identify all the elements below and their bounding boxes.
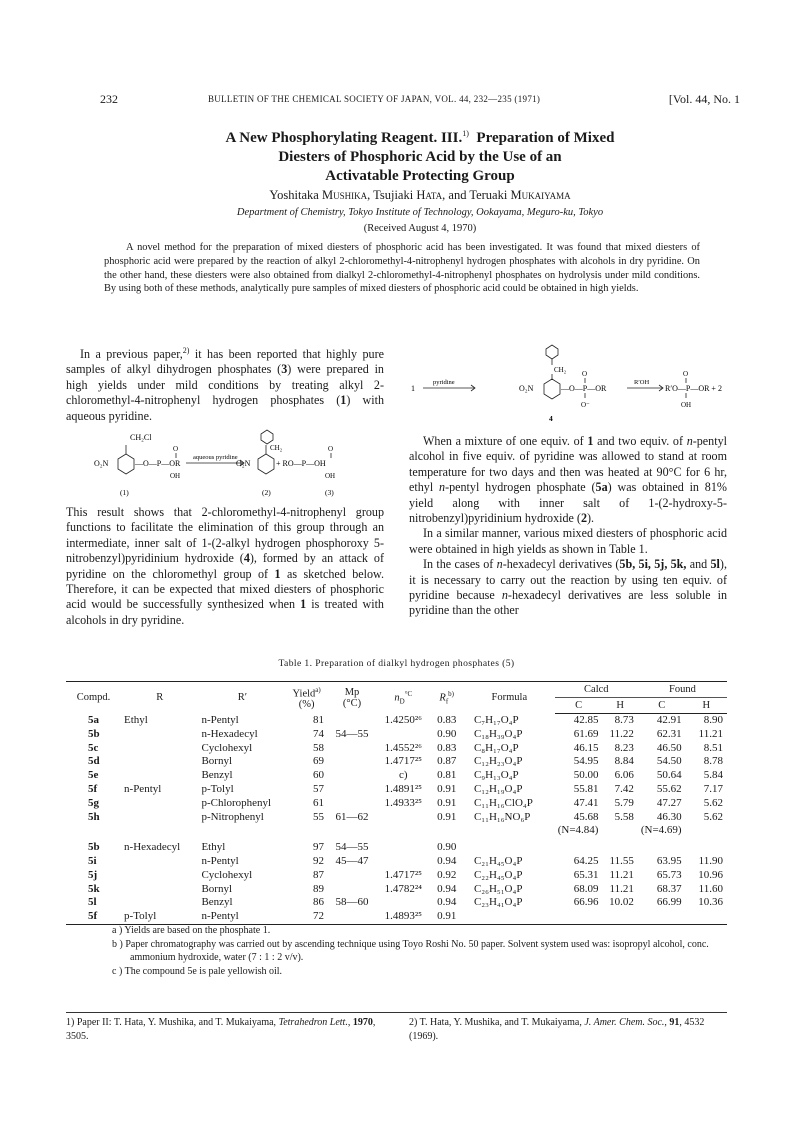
cell-rp: Cyclohexyl bbox=[201, 868, 253, 881]
page-number: 232 bbox=[100, 92, 118, 106]
cell-calc-h: 5.58 bbox=[614, 810, 634, 823]
svg-text:CH₂: CH₂ bbox=[270, 444, 283, 452]
table-row bbox=[66, 910, 727, 924]
cell-found-c: 68.37 bbox=[656, 882, 682, 895]
cell-compd: 5a bbox=[88, 713, 99, 726]
cell-r bbox=[121, 869, 198, 883]
cell-yield: 81 bbox=[312, 713, 324, 726]
cell-nd bbox=[377, 838, 429, 855]
table-caption: Table 1. Preparation of dialkyl hydrogen phosphates (5) bbox=[278, 658, 515, 669]
cell-r bbox=[121, 811, 198, 825]
svg-text:4: 4 bbox=[549, 414, 553, 423]
cell-calc-h bbox=[602, 910, 637, 924]
cell-found-c: (N=4.69) bbox=[640, 824, 682, 837]
cell-compd: 5l bbox=[88, 896, 97, 909]
cell-mp: 58—60 bbox=[335, 896, 369, 909]
benzene-ring-2 bbox=[258, 454, 274, 474]
cell-found-c: 66.99 bbox=[656, 896, 682, 909]
reaction-scheme-1 bbox=[66, 425, 386, 501]
cell-mp bbox=[327, 910, 377, 924]
cell-found-h: 10.96 bbox=[698, 868, 723, 881]
table-note-a: a ) Yields are based on the phosphate 1. bbox=[112, 925, 271, 936]
cell-rf: 0.94 bbox=[437, 854, 457, 867]
title-line-3: Activatable Protecting Group bbox=[325, 168, 515, 184]
cell-compd: 5b bbox=[88, 841, 100, 854]
svg-text:1: 1 bbox=[411, 384, 415, 393]
cell-nd: 1.4891²⁵ bbox=[384, 782, 422, 795]
cell-formula bbox=[464, 838, 555, 855]
cell-rf: 0.83 bbox=[437, 713, 457, 726]
svg-text:O₂N: O₂N bbox=[519, 384, 534, 393]
cell-calc-c: 42.85 bbox=[573, 714, 599, 726]
cell-rp: Bornyl bbox=[201, 755, 232, 768]
right-column-text: When a mixture of one equiv. of 1 and two equiv. of n-pentyl alcohol in five equiv. of pyridine was allowed to stand at room temperature for two days and then was heated at 90°C for 6 hr, ethyl n-pentyl hydrogen phosphate (5a) was obtained in 81% yield along with inner salt of 1-(2-hydroxy-5-nitrobenzyl)pyridinium hydroxide (2). In a similar manner, various mixed diesters of phosphoric acid were obtained in high yields as shown in Table 1. In the cases of n-hexadecyl derivatives (5b, 5i, 5j, 5k, and 5l), it is necessary to carry out the reaction by using ten equiv. of pyridine because n-hexadecyl derivatives are less soluble in pyridine than the other bbox=[409, 434, 728, 618]
cell-compd: 5f bbox=[88, 782, 98, 795]
cell-found-c bbox=[638, 910, 686, 924]
cell-compd: 5b bbox=[88, 727, 100, 740]
cell-found-c: 46.30 bbox=[656, 810, 682, 823]
cell-yield: 72 bbox=[286, 910, 327, 924]
cell-compd: 5f bbox=[66, 910, 121, 924]
cell-rf: 0.90 bbox=[437, 727, 457, 740]
table-notes bbox=[112, 924, 712, 978]
cell-found-h: 11.90 bbox=[698, 854, 723, 867]
table-row bbox=[66, 855, 727, 869]
cell-yield: 69 bbox=[312, 755, 324, 768]
cell-calc-h bbox=[602, 824, 637, 838]
cell-mp bbox=[327, 883, 377, 897]
cell-rp: Ethyl bbox=[201, 841, 226, 854]
cell-found-h: 8.90 bbox=[703, 714, 723, 726]
cell-calc-c: 61.69 bbox=[573, 727, 599, 740]
cell-calc-h: 11.21 bbox=[609, 882, 634, 895]
svg-text:pyridine: pyridine bbox=[433, 379, 455, 386]
cell-yield: 92 bbox=[312, 854, 324, 867]
svg-text:aqueous pyridine: aqueous pyridine bbox=[193, 454, 238, 461]
cell-formula: C₈H₁₇O₄P bbox=[473, 741, 519, 754]
cell-r bbox=[121, 742, 198, 756]
cell-rp: n-Pentyl bbox=[201, 713, 239, 726]
cell-yield: 60 bbox=[312, 769, 324, 782]
cell-calc-h: 8.73 bbox=[614, 714, 634, 726]
col-header-calcd: Calcd bbox=[555, 682, 638, 698]
cell-nd: 1.4717²⁵ bbox=[384, 868, 422, 881]
title-line-1: A New Phosphorylating Reagent. III. bbox=[225, 130, 463, 146]
cell-formula: C₁₈H₃₉O₄P bbox=[473, 727, 523, 740]
cell-mp: 45—47 bbox=[335, 854, 369, 867]
footnote-divider bbox=[66, 1012, 727, 1013]
cell-mp bbox=[327, 869, 377, 883]
cell-rp: n-Pentyl bbox=[198, 910, 286, 924]
cell-compd: 5i bbox=[88, 854, 97, 867]
cell-yield: 87 bbox=[312, 868, 324, 881]
svg-text:OH: OH bbox=[681, 401, 692, 409]
cell-r bbox=[121, 755, 198, 769]
cell-rf: 0.94 bbox=[437, 896, 457, 909]
cell-mp: 54—55 bbox=[335, 727, 369, 740]
cell-formula: C₁₂H₁₉O₄P bbox=[473, 782, 523, 795]
cell-found-h: 5.62 bbox=[703, 796, 723, 809]
title-footnote-ref: 1) bbox=[462, 129, 469, 138]
cell-found-h bbox=[686, 824, 727, 838]
cell-yield: 58 bbox=[312, 741, 324, 754]
cell-rp: n-Pentyl bbox=[201, 854, 239, 867]
svg-text:(1): (1) bbox=[120, 488, 129, 497]
cell-formula: C₂₁H₄₅O₄P bbox=[473, 854, 523, 867]
cell-compd bbox=[66, 824, 121, 838]
cell-mp bbox=[327, 742, 377, 756]
cell-found-h: 10.36 bbox=[698, 896, 723, 909]
title-line-1-rest: Preparation of Mixed bbox=[476, 130, 615, 146]
cell-calc-c: 64.25 bbox=[573, 854, 599, 867]
cell-calc-h: 7.42 bbox=[614, 782, 634, 795]
col-header-nd: $n_D^{^\circ C}$ bbox=[377, 682, 429, 714]
cell-yield: 74 bbox=[312, 727, 324, 740]
cell-mp: 54—55 bbox=[335, 841, 369, 854]
table-row bbox=[66, 714, 727, 728]
cell-found-c bbox=[638, 838, 686, 855]
volume-info: [Vol. 44, No. 1 bbox=[668, 92, 740, 106]
table-row bbox=[66, 824, 727, 838]
svg-text:O: O bbox=[683, 370, 689, 378]
table-row bbox=[66, 755, 727, 769]
cell-formula bbox=[464, 910, 555, 924]
svg-text:CH₂Cl: CH₂Cl bbox=[130, 433, 152, 442]
cell-r bbox=[121, 824, 198, 838]
author-list: Yoshitaka Mushika, Tsujiaki Hata, and Teruaki Mukaiyama bbox=[269, 188, 571, 202]
article-title bbox=[120, 124, 720, 186]
cell-formula: C₉H₁₃O₄P bbox=[473, 769, 519, 782]
svg-text:(3): (3) bbox=[325, 488, 334, 497]
cell-rp: p-Nitrophenyl bbox=[201, 810, 264, 823]
cell-rf: 0.91 bbox=[437, 796, 457, 809]
cell-nd bbox=[377, 824, 429, 838]
cell-rf: 0.91 bbox=[430, 910, 464, 924]
cell-calc-c: 65.31 bbox=[573, 868, 599, 881]
col-header-rprime: R′ bbox=[198, 682, 286, 714]
journal-name: BULLETIN OF THE CHEMICAL SOCIETY OF JAPAN, VOL. 44, 232—235 (1971) bbox=[208, 94, 541, 104]
cell-calc-c: 45.68 bbox=[573, 810, 599, 823]
cell-rp: n-Hexadecyl bbox=[201, 727, 258, 740]
cell-formula: C₂₆H₅₁O₄P bbox=[473, 882, 523, 895]
cell-found-c: 50.64 bbox=[656, 769, 682, 782]
cell-found-h: 5.84 bbox=[703, 769, 723, 782]
cell-nd bbox=[377, 855, 429, 869]
cell-found-h: 8.78 bbox=[703, 755, 723, 768]
cell-yield: 61 bbox=[312, 796, 324, 809]
benzene-ring bbox=[544, 379, 560, 399]
cell-nd: 1.4250²⁶ bbox=[384, 713, 422, 726]
cell-compd: 5d bbox=[88, 755, 100, 768]
cell-mp bbox=[327, 783, 377, 797]
cell-nd: 1.4893²⁵ bbox=[377, 910, 429, 924]
cell-r: n-Pentyl bbox=[124, 782, 162, 795]
cell-r bbox=[121, 855, 198, 869]
svg-text:(2): (2) bbox=[262, 488, 271, 497]
table-note-c: c ) The compound 5e is pale yellowish oil. bbox=[112, 965, 283, 977]
cell-calc-c bbox=[555, 910, 603, 924]
svg-text:R′OH: R′OH bbox=[634, 379, 650, 386]
abstract: A novel method for the preparation of mixed diesters of phosphoric acid has been investigated. It was found that mixed diesters of phosphoric acid were prepared by the reaction of alkyl 2-chloromethyl-4-nitrophenyl hydrogen phosphates with alcohols in dry pyridine. On the other hand, these diesters were also obtained from dialkyl 2-chloromethyl-4-nitrophenyl phosphates on hydrolysis under mild conditions. By using both of these methods, analytically pure samples of mixed diesters of phosphoric acid could be obtained in high yields. bbox=[104, 242, 700, 295]
cell-found-c: 42.91 bbox=[656, 714, 682, 726]
cell-calc-c bbox=[555, 838, 603, 855]
cell-formula: C₁₁H₁₆NO₆P bbox=[473, 810, 531, 823]
table-row bbox=[66, 728, 727, 742]
cell-calc-h: 11.22 bbox=[609, 727, 634, 740]
cell-yield: 86 bbox=[312, 896, 324, 909]
footnote-1: 1) Paper II: T. Hata, Y. Mushika, and T. Mukaiyama, Tetrahedron Lett., 1970, 3505. bbox=[66, 1017, 376, 1042]
table-row bbox=[66, 742, 727, 756]
cell-yield: 97 bbox=[312, 841, 324, 854]
cell-calc-h: 11.21 bbox=[609, 868, 634, 881]
cell-yield: 55 bbox=[312, 810, 324, 823]
col-header-found: Found bbox=[638, 682, 727, 698]
cell-rf: 0.91 bbox=[437, 782, 457, 795]
cell-calc-c: 54.95 bbox=[573, 755, 599, 768]
table-row bbox=[66, 883, 727, 897]
cell-rp: Bornyl bbox=[201, 882, 232, 895]
cell-compd: 5e bbox=[88, 769, 99, 782]
col-header-formula: Formula bbox=[464, 682, 555, 714]
cell-nd bbox=[377, 896, 429, 910]
svg-text:O: O bbox=[582, 370, 588, 378]
cell-calc-h: 6.06 bbox=[614, 769, 634, 782]
svg-text:—O—P—OR: —O—P—OR bbox=[135, 459, 181, 468]
cell-found-c: 62.31 bbox=[656, 727, 682, 740]
table-row bbox=[66, 838, 727, 855]
cell-calc-h: 8.23 bbox=[614, 741, 634, 754]
cell-found-c: 55.62 bbox=[656, 782, 682, 795]
cell-found-h: 11.21 bbox=[698, 727, 723, 740]
cell-formula: C₁₂H₂₃O₄P bbox=[473, 755, 523, 768]
cell-compd: 5j bbox=[88, 868, 98, 881]
table-row bbox=[66, 811, 727, 825]
svg-text:—O—P—OR: —O—P—OR bbox=[561, 384, 607, 393]
cell-calc-h: 10.02 bbox=[609, 896, 634, 909]
cell-calc-c: 55.81 bbox=[573, 782, 599, 795]
left-column-paragraph-1: In a previous paper,$^{2)}$ it has been reported that highly pure samples of alkyl dihydrogen phosphates (3) were prepared in high yields under mild conditions by treating alkyl 2-chloromethyl-4-nitrophenyl hydrogen phosphates (1) with aqueous pyridine. bbox=[66, 346, 384, 423]
cell-r: Ethyl bbox=[124, 713, 148, 726]
affiliation: Department of Chemistry, Tokyo Institute of Technology, Ookayama, Meguro-ku, Tokyo bbox=[236, 207, 604, 218]
cell-found-c: 65.73 bbox=[656, 868, 682, 881]
cell-r bbox=[121, 769, 198, 783]
cell-nd: 1.4933²⁵ bbox=[384, 796, 422, 809]
cell-nd bbox=[377, 811, 429, 825]
cell-compd: 5c bbox=[88, 741, 99, 754]
title-line-2: Diesters of Phosphoric Acid by the Use of an bbox=[278, 149, 562, 165]
reaction-scheme-2 bbox=[409, 341, 729, 429]
cell-rf: 0.92 bbox=[437, 868, 457, 881]
svg-text:O₂N: O₂N bbox=[236, 459, 251, 468]
cell-rf bbox=[430, 824, 464, 838]
cell-r bbox=[121, 896, 198, 910]
table-note-b: b ) Paper chromatography was carried out by ascending technique using Toyo Roshi No. 50 paper. Solvent system used was: isopropyl alcohol, conc. ammonium hydroxide, water (7 : 1 : 2 v/v). bbox=[112, 938, 709, 964]
cell-found-c: 46.50 bbox=[656, 741, 682, 754]
cell-formula bbox=[464, 824, 555, 838]
cell-found-h bbox=[686, 838, 727, 855]
cell-rp: Benzyl bbox=[201, 769, 233, 782]
pyridinium-ring bbox=[261, 430, 273, 444]
cell-r bbox=[121, 797, 198, 811]
cell-rf: 0.90 bbox=[437, 841, 457, 854]
cell-yield: 57 bbox=[312, 782, 324, 795]
cell-yield: 89 bbox=[312, 882, 324, 895]
col-header-mp: Mp (°C) bbox=[327, 682, 377, 714]
cell-nd bbox=[377, 728, 429, 742]
cell-rf: 0.87 bbox=[437, 755, 457, 768]
cell-nd: c) bbox=[399, 769, 408, 782]
left-column-paragraph-2: This result shows that 2-chloromethyl-4-nitrophenyl group functions to facilitate the elimination of this group through an intermediate, inner salt of 1-(2-alkyl hydrogen phosphoroxy 5-nitrobenzyl)pyridinium hydroxide (4), formed by an attack of pyridine on the chloromethyl group of 1 as sketched below. Therefore, it can be expected that mixed diesters of phosphoric acid would be successfully synthesized when 1 is treated with alcohols in dry pyridine. bbox=[66, 505, 385, 627]
table-row bbox=[66, 869, 727, 883]
cell-calc-c: 68.09 bbox=[573, 882, 599, 895]
table-row bbox=[66, 783, 727, 797]
cell-found-h: 8.51 bbox=[703, 741, 723, 754]
cell-r: n-Hexadecyl bbox=[124, 841, 181, 854]
cell-calc-h: 5.79 bbox=[614, 796, 634, 809]
cell-rp: p-Tolyl bbox=[201, 782, 234, 795]
received-date: (Received August 4, 1970) bbox=[363, 223, 477, 234]
cell-calc-c: 66.96 bbox=[573, 896, 599, 909]
cell-calc-c: 46.15 bbox=[573, 741, 599, 754]
svg-text:OH: OH bbox=[325, 472, 336, 480]
cell-found-h: 7.17 bbox=[703, 782, 723, 795]
cell-formula: C₂₂H₄₅O₄P bbox=[473, 868, 523, 881]
svg-text:R′O—P—OR + 2: R′O—P—OR + 2 bbox=[665, 384, 722, 393]
data-table: Compd. R R′ Yield$^{a)}$ (%) Mp (°C) $n_D^{^\circ C}$ $R_f^{b)}$ Formula Calcd Found C H C H 5a Ethyl n-Pentyl 81 1.4250²⁶ 0.83 C₇H₁₇O₄P 42.85 8.73 42.91 8.90 5b n-Hexadecyl 74 54—55 0.90 C₁₈H₃₉O₄P 61.69 11.22 62.31 11.21 5c Cyclohexyl 58 1.4552²⁶ 0.83 C₈H₁₇O₄P 46.15 8.23 46.50 8.51 5d Bornyl 69 1.4717²⁵ 0.87 C₁₂H₂₃O₄P 54.95 8.84 54.50 8.78 5e Benzyl 60 c) 0.81 C₉H₁₃O₄P 50.00 6.06 50.64 5.84 5f n-Pentyl p-Tolyl 57 1.4891²⁵ 0.91 C₁₂H₁₉O₄P 55.81 7.42 55.62 7.17 5g p-Chlorophenyl 61 1.4933²⁵ 0.91 C₁₁H₁₆ClO₄P 47.41 5.79 47.27 5.62 5h p-Nitrophenyl 55 61—62 0.91 C₁₁H₁₆NO₆P 45.68 5.58 46.30 5.62 (N=4.84) (N=4.69) 5b n-Hexadecyl Ethyl 97 54—55 0.90 5i n-Pentyl 92 45—47 0.94 C₂₁H₄₅O₄P 64.25 11.55 63.95 11.90 5j Cyclohexyl 87 1.4717²⁵ 0.92 C₂₂H₄₅O₄P 65.31 11.21 65.73 10.96 5k Bornyl 89 1.4782²⁴ 0.94 C₂₆H₅₁O₄P 68.09 11.21 68.37 11.60 5l Benzyl 86 58—60 0.94 C₂₃H₄₁O₄P 66.96 10.02 66.99 10.36 5f p-Tolyl n-Pentyl 72 1.4893²⁵ 0.91 bbox=[66, 681, 727, 925]
cell-rf: 0.83 bbox=[437, 741, 457, 754]
cell-calc-c: 50.00 bbox=[573, 769, 599, 782]
col-header-rf: $R_f^{b)}$ bbox=[430, 682, 464, 714]
svg-text:OH: OH bbox=[170, 472, 181, 480]
col-header-yield: Yield$^{a)}$ (%) bbox=[286, 682, 327, 714]
cell-nd: 1.4782²⁴ bbox=[384, 882, 422, 895]
cell-compd: 5g bbox=[88, 796, 99, 809]
cell-yield bbox=[286, 824, 327, 838]
cell-found-c: 47.27 bbox=[656, 796, 682, 809]
cell-rf: 0.94 bbox=[437, 882, 457, 895]
cell-rp bbox=[198, 824, 286, 838]
cell-found-c: 54.50 bbox=[656, 755, 682, 768]
cell-calc-h: 11.55 bbox=[609, 854, 634, 867]
footnote-2: 2) T. Hata, Y. Mushika, and T. Mukaiyama, J. Amer. Chem. Soc., 91, 4532 (1969). bbox=[409, 1017, 705, 1042]
cell-nd: 1.4552²⁶ bbox=[384, 741, 422, 754]
svg-text:O: O bbox=[328, 445, 334, 453]
svg-text:O: O bbox=[173, 445, 179, 453]
cell-rp: Cyclohexyl bbox=[201, 741, 253, 754]
cell-found-h: 5.62 bbox=[703, 810, 723, 823]
svg-text:CH₂: CH₂ bbox=[554, 366, 567, 374]
cell-mp: 61—62 bbox=[335, 810, 369, 823]
cell-formula: C₇H₁₇O₄P bbox=[473, 713, 519, 726]
cell-r: p-Tolyl bbox=[121, 910, 198, 924]
cell-rf: 0.81 bbox=[437, 769, 457, 782]
cell-compd: 5h bbox=[88, 810, 100, 823]
cell-r bbox=[121, 728, 198, 742]
cell-calc-c: 47.41 bbox=[573, 796, 599, 809]
pyridinium-ring bbox=[546, 345, 558, 359]
cell-found-h bbox=[686, 910, 727, 924]
cell-compd: 5k bbox=[88, 882, 100, 895]
col-header-compd: Compd. bbox=[66, 682, 121, 714]
cell-calc-c: (N=4.84) bbox=[557, 824, 599, 837]
svg-text:O₂N: O₂N bbox=[94, 459, 109, 468]
table-row bbox=[66, 797, 727, 811]
col-header-r: R bbox=[121, 682, 198, 714]
table-row bbox=[66, 769, 727, 783]
cell-found-h: 11.60 bbox=[698, 882, 723, 895]
cell-mp bbox=[327, 755, 377, 769]
cell-calc-h: 8.84 bbox=[614, 755, 634, 768]
cell-mp bbox=[327, 714, 377, 728]
cell-calc-h bbox=[602, 838, 637, 855]
cell-mp bbox=[327, 824, 377, 838]
cell-rp: Benzyl bbox=[201, 896, 233, 909]
svg-text:+ RO—P—OH: + RO—P—OH bbox=[276, 459, 326, 468]
cell-r bbox=[121, 883, 198, 897]
svg-text:O⁻: O⁻ bbox=[581, 401, 590, 409]
table-row bbox=[66, 896, 727, 910]
cell-mp bbox=[327, 769, 377, 783]
benzene-ring-1 bbox=[118, 454, 134, 474]
cell-formula: C₁₁H₁₆ClO₄P bbox=[473, 796, 533, 809]
cell-mp bbox=[327, 797, 377, 811]
cell-rp: p-Chlorophenyl bbox=[201, 796, 272, 809]
cell-formula: C₂₃H₄₁O₄P bbox=[473, 896, 523, 909]
cell-nd: 1.4717²⁵ bbox=[384, 755, 422, 768]
cell-found-c: 63.95 bbox=[656, 854, 682, 867]
cell-rf: 0.91 bbox=[437, 810, 457, 823]
